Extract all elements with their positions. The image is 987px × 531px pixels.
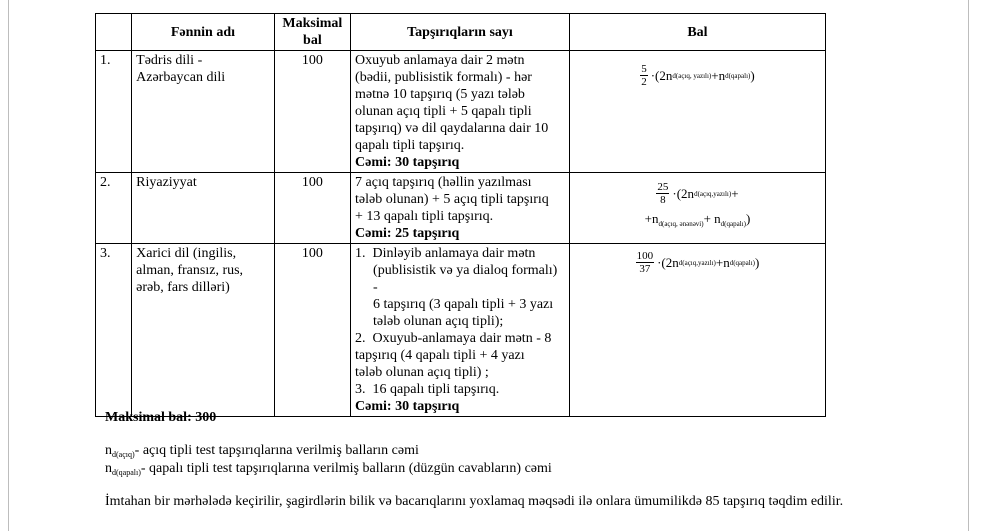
formula-subscript: d(qapalı) — [729, 258, 755, 267]
task-line: + 13 qapalı tipli tapşırıq. — [355, 209, 494, 224]
max-score: 100 — [274, 173, 350, 244]
page-edge-right — [968, 0, 969, 531]
formula-subscript: d(qapalı) — [725, 71, 751, 80]
list-item — [355, 330, 565, 347]
formula-term: ) — [745, 211, 751, 226]
list-line: 16 qapalı tipli tapşırıq. — [372, 382, 500, 397]
header-max-line1: Maksimal — [282, 16, 343, 31]
task-total: Cəmi: 25 tapşırıq — [355, 226, 460, 241]
task-line: tələb olunan) + 5 açıq tipli tapşırıq — [355, 192, 549, 207]
formula-subscript: d(açıq,yazılı) — [694, 189, 732, 198]
list-marker: 2. — [355, 331, 366, 346]
table-row — [96, 173, 826, 244]
subject-line: Azərbaycan dili — [136, 70, 226, 85]
fraction-numerator: 5 — [641, 63, 647, 75]
formula-term: ) — [750, 67, 755, 83]
formula-term: + — [731, 185, 739, 201]
task-line: tapşırıq) və dil qaydalarına dair 10 — [355, 121, 549, 136]
subject-name — [132, 173, 275, 244]
formula-term: ·(2n — [672, 185, 695, 201]
task-line: Oxuyub anlamaya dair 2 mətn — [355, 53, 525, 68]
formula-term: + n — [703, 211, 721, 226]
task-total: Cəmi: 30 tapşırıq — [355, 155, 460, 170]
subject-line: Tədris dili - — [136, 53, 203, 68]
fraction-denominator: 8 — [660, 194, 666, 206]
legend-symbol: n — [105, 461, 112, 476]
fraction-denominator: 37 — [639, 263, 651, 275]
max-score: 100 — [274, 244, 350, 417]
list-line: Oxuyub-anlamaya dair mətn - 8 — [372, 331, 552, 346]
header-max-line2: bal — [303, 33, 322, 48]
task-description — [351, 244, 570, 417]
legend-subscript: d(açıq) — [112, 450, 135, 459]
formula-term: +n — [715, 254, 730, 270]
score-formula-cell — [569, 51, 825, 173]
row-number: 2. — [96, 173, 132, 244]
score-formula — [574, 245, 821, 275]
list-line: (publisistik və ya dialoq formalı) — [373, 263, 558, 278]
formula-subscript: d(qapalı) — [720, 220, 746, 228]
legend-symbol: n — [105, 443, 112, 458]
table-row — [96, 51, 826, 173]
row-number: 3. — [96, 244, 132, 417]
score-formula-cell — [569, 173, 825, 244]
list-line: 6 tapşırıq (3 qapalı tipli + 3 yazı — [373, 297, 554, 312]
header-tasks: Tapşırıqların sayı — [351, 14, 570, 51]
max-total: Maksimal bal: 300 — [105, 410, 217, 425]
subject-line: ərəb, fars dilləri) — [136, 280, 230, 295]
legend-text: - açıq tipli test tapşırıqlarına verilmiş balların cəmi — [134, 443, 419, 458]
legend-text: - qapalı tipli test tapşırıqlarına verilmiş balların (düzgün cavabların) cəmi — [140, 461, 552, 476]
page-edge-left — [8, 0, 9, 531]
list-item — [355, 245, 565, 262]
list-line: tələb olunan açıq tipli); — [373, 314, 504, 329]
fraction-numerator: 100 — [636, 250, 654, 262]
list-line: Dinləyib anlamaya dair mətn — [372, 246, 536, 261]
fraction-numerator: 25 — [657, 181, 669, 193]
task-line: 7 açıq tapşırıq (həllin yazılması — [355, 175, 532, 190]
subjects-table — [95, 13, 826, 417]
subject-line: Riyaziyyat — [136, 175, 197, 190]
list-item — [355, 381, 565, 398]
table-row — [96, 244, 826, 417]
list-marker: 1. — [355, 246, 366, 261]
task-line: qapalı tipli tapşırıq. — [355, 138, 465, 153]
score-formula — [574, 174, 821, 206]
subject-name — [132, 51, 275, 173]
formula-term: +n — [644, 211, 659, 226]
list-marker: 3. — [355, 382, 366, 397]
list-line: tapşırıq (4 qapalı tipli + 4 yazı — [355, 348, 525, 363]
task-total: Cəmi: 30 tapşırıq — [355, 399, 460, 414]
formula-term: ) — [754, 254, 760, 270]
table-header-row — [96, 14, 826, 51]
task-description — [351, 173, 570, 244]
task-line: olunan açıq tipli + 5 qapalı tipli — [355, 104, 532, 119]
header-score: Bal — [569, 14, 825, 51]
task-line: (bədii, publisistik formalı) - hər — [355, 70, 532, 85]
fraction-denominator: 2 — [641, 76, 647, 88]
list-line: - — [373, 280, 378, 295]
subject-line: alman, fransız, rus, — [136, 263, 244, 278]
score-formula-line2 — [574, 210, 821, 233]
formula-fraction — [656, 181, 669, 206]
task-line: mətnə 10 tapşırıq (5 yazı tələb — [355, 87, 525, 102]
formula-term: +n — [711, 67, 726, 83]
score-formula-cell — [569, 244, 825, 417]
formula-subscript: d(açıq, ənənəvi) — [658, 220, 704, 228]
max-score: 100 — [274, 51, 350, 173]
formula-subscript: d(açıq,yazılı) — [678, 258, 716, 267]
legend-item-closed — [105, 460, 552, 481]
legend-subscript: d(qapalı) — [112, 468, 141, 477]
subject-line: Xarici dil (ingilis, — [136, 246, 237, 261]
formula-term: ·(2n — [650, 67, 673, 83]
footer-note: İmtahan bir mərhələdə keçirilir, şagirdlərin bilik və bacarıqlarını yoxlamaq məqsədi ilə onlara ümumilikdə 85 tapşırıq təqdim edilir. — [105, 494, 844, 509]
score-formula — [574, 52, 821, 88]
row-number: 1. — [96, 51, 132, 173]
formula-fraction — [640, 63, 648, 88]
header-subject: Fənnin adı — [132, 14, 275, 51]
list-line: tələb olunan açıq tipli) ; — [355, 365, 489, 380]
formula-fraction — [636, 250, 655, 275]
subject-name — [132, 244, 275, 417]
formula-term: ·(2n — [657, 254, 679, 270]
header-num — [96, 14, 132, 51]
task-description — [351, 51, 570, 173]
formula-subscript: d(açıq, yazılı) — [672, 71, 712, 80]
header-max — [274, 14, 350, 51]
